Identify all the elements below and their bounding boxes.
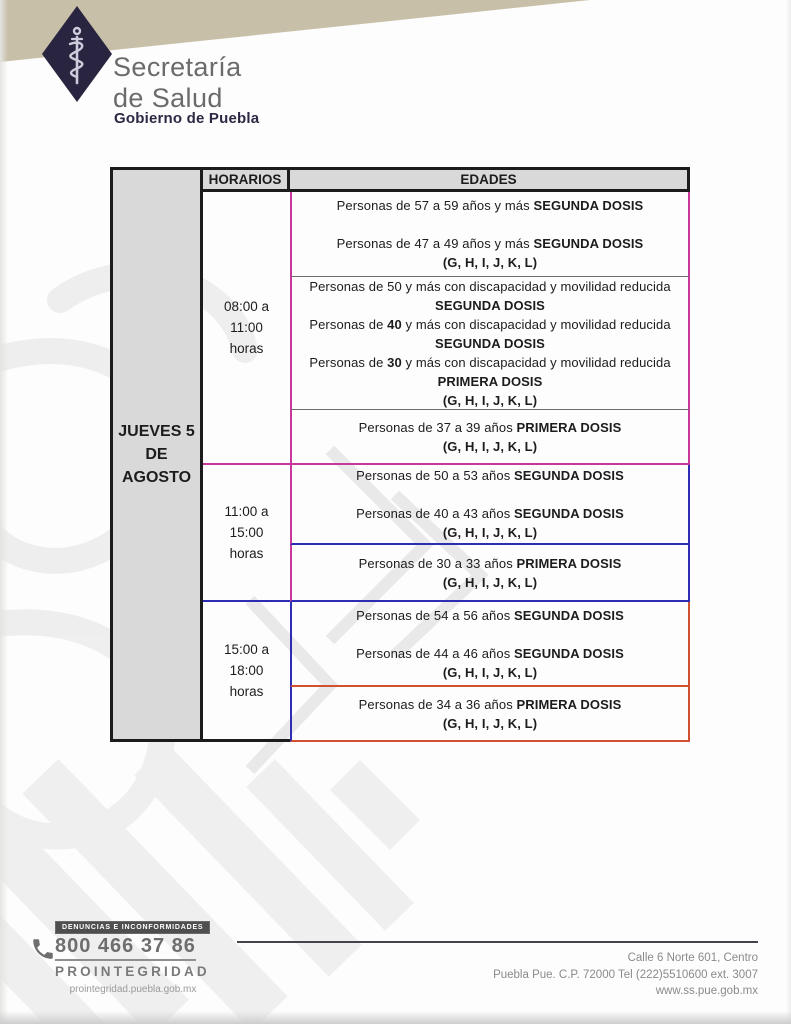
time-slot-line: horas — [229, 546, 264, 561]
age-group-line — [292, 334, 688, 353]
age-group-line — [292, 277, 688, 296]
time-slot-cell — [203, 192, 290, 465]
dose-emphasis-text: SEGUNDA DOSIS — [533, 198, 644, 213]
age-group-line — [292, 315, 688, 334]
edades-rows — [290, 192, 690, 742]
age-text: y más con discapacidad y movilidad reducida — [401, 354, 671, 370]
time-slot-line: 15:00 — [229, 525, 264, 540]
time-slot-cell — [203, 602, 290, 742]
age-text: Personas de 37 a 39 años — [358, 419, 517, 435]
address-line3: www.ss.pue.gob.mx — [655, 985, 758, 997]
time-slot-line: 11:00 — [230, 320, 263, 335]
age-text: Personas de 54 a 56 años — [356, 607, 514, 623]
age-group-line — [292, 253, 688, 272]
dose-emphasis-text: (G, H, I, J, K, L) — [442, 438, 538, 454]
age-group-line — [292, 196, 688, 215]
age-text: Personas de 30 a 33 años — [358, 555, 517, 571]
time-slot-cell — [203, 465, 290, 602]
dose-emphasis-text: SEGUNDA DOSIS — [435, 335, 545, 351]
age-group-line — [292, 714, 688, 733]
age-group-line — [292, 466, 688, 485]
age-text: Personas de 50 y más con discapacidad y movilidad reducida — [309, 278, 671, 294]
time-slot-line: horas — [229, 684, 264, 699]
horarios-column — [203, 167, 290, 742]
age-group-row — [290, 192, 690, 277]
dose-emphasis-text: (G, H, I, J, K, L) — [442, 574, 538, 590]
address-block — [493, 950, 758, 1000]
age-text: Personas de 34 a 36 años — [358, 696, 517, 712]
blank-line — [292, 485, 688, 504]
title-line2: de Salud — [113, 83, 223, 113]
age-group-row — [290, 410, 690, 465]
phone-row — [34, 935, 224, 961]
time-slot-line: 08:00 a — [223, 299, 270, 314]
edades-header: EDADES — [290, 167, 690, 192]
prointegridad-block — [34, 916, 224, 995]
prointegridad-label: PROINTEGRIDAD — [55, 964, 210, 979]
age-text: Personas de 47 a 49 años y más — [336, 236, 534, 251]
government-subtitle: Gobierno de Puebla — [114, 110, 260, 127]
dose-emphasis-text: 40 — [387, 316, 402, 332]
age-group-line — [292, 644, 688, 663]
address-line1: Calle 6 Norte 601, Centro — [627, 952, 758, 964]
horarios-cells — [203, 192, 290, 742]
address-line2: Puebla Pue. C.P. 72000 Tel (222)5510600 ext. 3007 — [493, 968, 758, 981]
dose-emphasis-text: (G, H, I, J, K, L) — [442, 664, 538, 680]
age-group-line — [292, 353, 688, 372]
dose-emphasis-text: PRIMERA DOSIS — [516, 419, 622, 435]
secretaria-salud-logo — [42, 6, 112, 102]
day-cell — [110, 167, 203, 742]
dose-emphasis-text: PRIMERA DOSIS — [516, 696, 622, 712]
age-group-row — [290, 277, 690, 410]
age-text: Personas de — [309, 316, 388, 332]
day-line2: DE AGOSTO — [121, 446, 192, 486]
age-text: Personas de 57 a 59 años y más — [336, 198, 534, 213]
dose-emphasis-text: PRIMERA DOSIS — [437, 373, 543, 389]
title-line1: Secretaría — [113, 52, 242, 82]
dose-emphasis-text: SEGUNDA DOSIS — [435, 297, 545, 313]
time-slot-line: 11:00 a — [224, 504, 269, 519]
dose-emphasis-text: (G, H, I, J, K, L) — [442, 392, 538, 408]
edades-column — [290, 167, 690, 742]
age-group-line — [292, 437, 688, 456]
age-text: y más con discapacidad y movilidad reducida — [401, 316, 671, 332]
dose-emphasis-text: SEGUNDA DOSIS — [514, 607, 624, 623]
age-group-row — [290, 465, 690, 545]
dose-emphasis-text: SEGUNDA DOSIS — [514, 468, 624, 483]
age-group-row — [290, 602, 690, 687]
age-group-line — [292, 504, 688, 523]
footer-divider-line — [237, 941, 758, 943]
time-slot-line: horas — [229, 341, 264, 356]
page-edge-right — [786, 0, 791, 1024]
page-edge-bottom — [0, 1011, 791, 1024]
page-title — [113, 52, 242, 114]
phone-icon — [30, 936, 56, 962]
age-text: Personas de 40 a 43 años — [356, 506, 514, 521]
age-group-line — [292, 372, 688, 391]
age-group-line — [292, 296, 688, 315]
age-text: Personas de 50 a 53 años — [356, 468, 514, 483]
blank-line — [292, 215, 688, 234]
age-group-line — [292, 554, 688, 573]
age-group-line — [292, 418, 688, 437]
prointegridad-url: prointegridad.puebla.gob.mx — [69, 984, 197, 995]
page-edge-left — [0, 0, 8, 1024]
dose-emphasis-text: 30 — [387, 354, 402, 370]
complaints-phone-number: 800 466 37 86 — [55, 935, 196, 961]
age-text: Personas de 44 a 46 años — [356, 645, 514, 661]
age-group-line — [292, 573, 688, 592]
age-group-line — [292, 234, 688, 253]
age-group-line — [292, 606, 688, 625]
horarios-header: HORARIOS — [203, 167, 290, 192]
time-slot-line: 18:00 — [229, 663, 264, 678]
day-line1: JUEVES 5 — [118, 423, 195, 440]
dose-emphasis-text: SEGUNDA DOSIS — [533, 236, 644, 251]
dose-emphasis-text: PRIMERA DOSIS — [516, 555, 622, 571]
age-group-row — [290, 687, 690, 742]
dose-emphasis-text: (G, H, I, J, K, L) — [442, 255, 538, 270]
age-group-line — [292, 663, 688, 682]
time-slot-line: 15:00 a — [223, 642, 270, 657]
denuncias-badge: DENUNCIAS E INCONFORMIDADES — [55, 921, 210, 934]
dose-emphasis-text: (G, H, I, J, K, L) — [442, 715, 538, 731]
age-group-line — [292, 695, 688, 714]
age-group-line — [292, 523, 688, 542]
dose-emphasis-text: (G, H, I, J, K, L) — [442, 525, 538, 540]
dose-emphasis-text: SEGUNDA DOSIS — [514, 645, 624, 661]
age-group-line — [292, 391, 688, 410]
age-group-row — [290, 545, 690, 602]
age-text: Personas de — [309, 354, 388, 370]
blank-line — [292, 625, 688, 644]
vaccination-schedule-table — [110, 167, 690, 742]
dose-emphasis-text: SEGUNDA DOSIS — [514, 506, 624, 521]
